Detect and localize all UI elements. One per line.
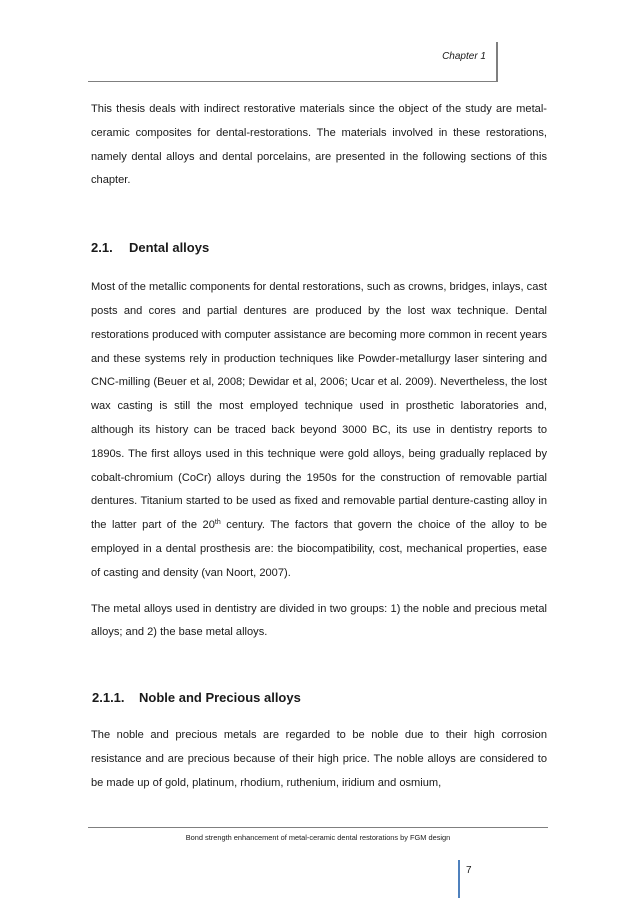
- page-number-rule: [458, 860, 460, 898]
- page-number: 7: [466, 865, 472, 876]
- section-heading: [91, 234, 547, 262]
- section-number: 2.1.: [91, 240, 113, 256]
- section-paragraph-1-text-end: century. The factors that govern the choice of the alloy to be employed in a dental prosthesis are: the biocompatibility, cost, mechanical properties, ease of casting and density (van Noort, 2007).: [91, 519, 547, 579]
- subsection-heading: [91, 684, 547, 712]
- section-paragraph-2: The metal alloys used in dentistry are divided in two groups: 1) the noble and precious metal alloys; and 2) the base metal alloys.: [91, 602, 547, 639]
- subsection-title: Noble and Precious alloys: [139, 690, 301, 706]
- footer-thesis-title: Bond strength enhancement of metal-ceramic dental restorations by FGM design: [185, 833, 451, 842]
- section-title: Dental alloys: [129, 240, 210, 256]
- section-paragraph-1: [91, 276, 547, 585]
- running-header-chapter: Chapter 1: [442, 51, 486, 62]
- subsection-paragraph-1: The noble and precious metals are regarded to be noble due to their high corrosion resistance and are precious because of their high price. The noble alloys are considered to be made up of gold, platinum, rhodium, ruthenium, iridium and osmium,: [91, 729, 547, 789]
- header-vertical-rule: [496, 42, 498, 82]
- intro-paragraph: This thesis deals with indirect restorative materials since the object of the study are metal-ceramic composites for dental-restorations. The materials involved in these restorations, namely dental alloys and dental porcelains, are presented in the following sections of this chapter.: [91, 103, 547, 187]
- superscript-th: th: [214, 519, 221, 527]
- page-body: [91, 98, 547, 796]
- section-paragraph-1-text: Most of the metallic components for dental restorations, such as crowns, bridges, inlays, cast posts and cores and partial dentures are produced by the lost wax technique. Dental restorations produced with computer assistance are becoming more common in recent years and these systems rely in production techniques like Powder-metallurgy laser sintering and CNC-milling (Beuer et al, 2008; Dewidar et al, 2006; Ucar et al. 2009). Nevertheless, the lost wax casting is still the most employed technique used in prosthetic laboratories and, although its history can be traced back beyond 3000 BC, its use in dentistry reports to 1890s. The first alloys used in this technique were gold alloys, being gradually replaced by cobalt-chromium (CoCr) alloys during the 1950s for the construction of removable partial dentures. Titanium started to be used as fixed and removable partial denture-casting alloy in the latter part of the 20: [91, 281, 547, 532]
- subsection-number: 2.1.1.: [92, 690, 125, 706]
- footer-rule: [88, 827, 548, 828]
- header-rule: [88, 81, 498, 82]
